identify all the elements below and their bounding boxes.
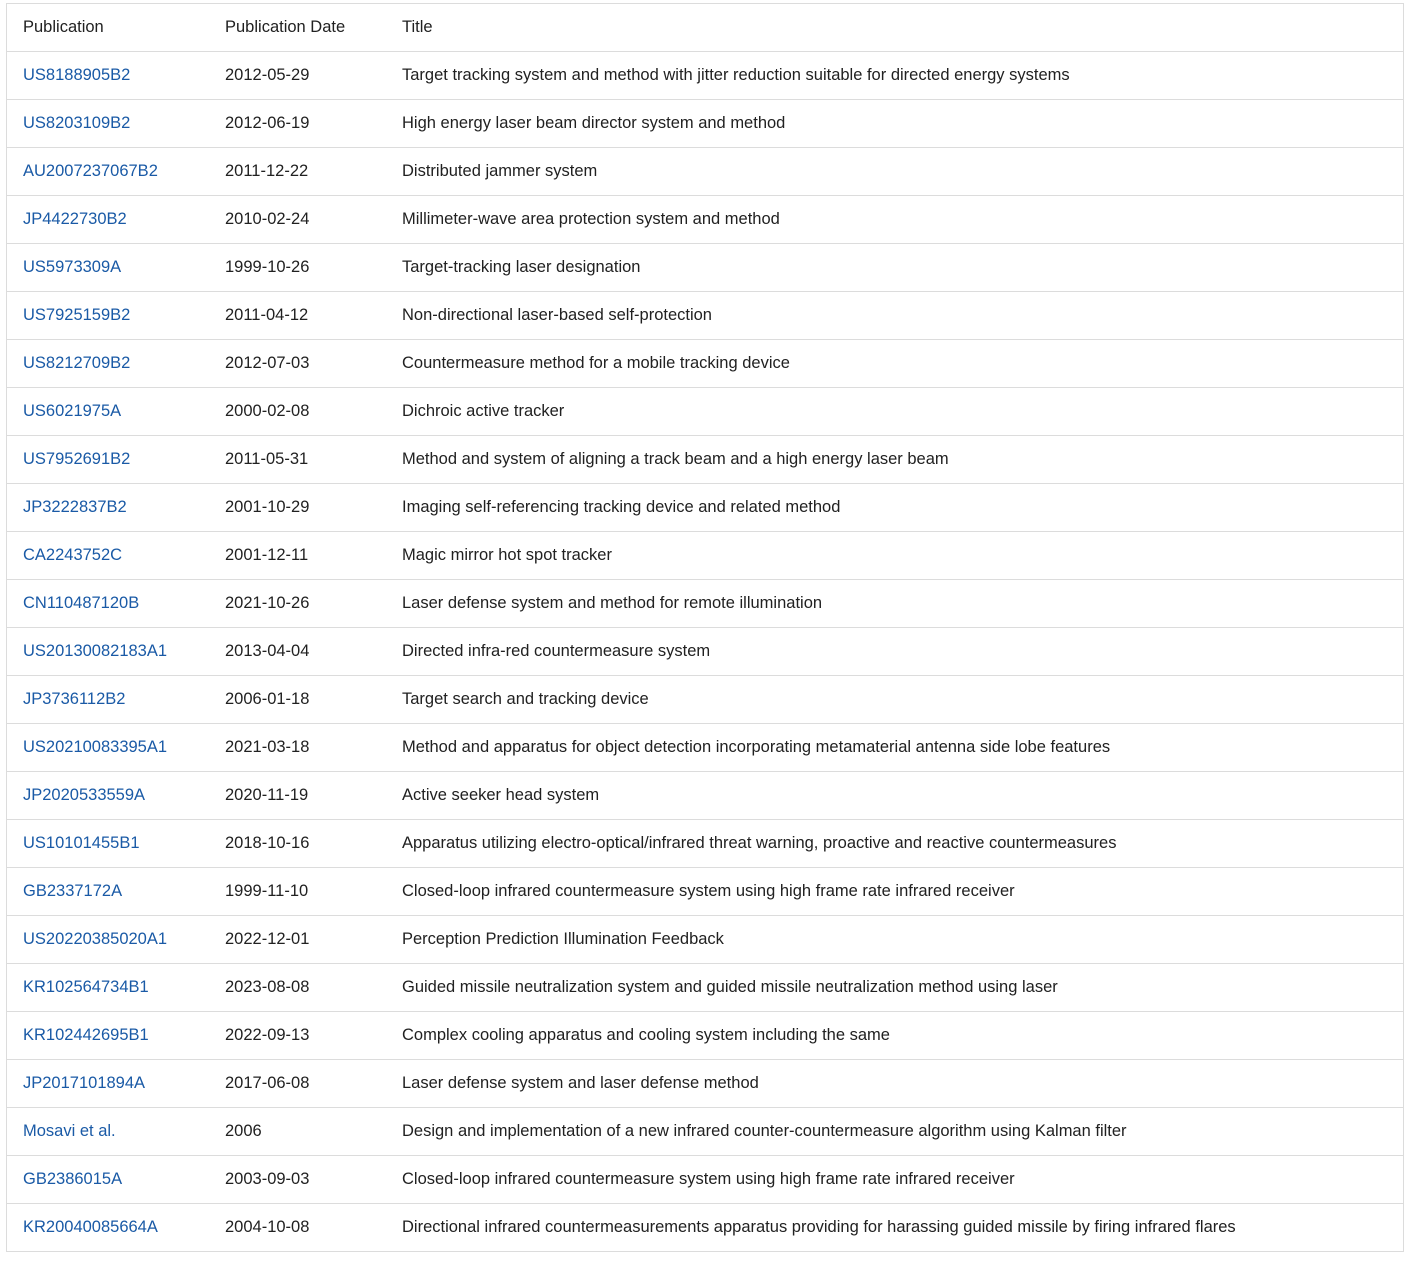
publication-date-cell: 2001-10-29: [225, 498, 310, 516]
publication-link[interactable]: US8203109B2: [23, 114, 131, 132]
publication-date-cell: 1999-11-10: [225, 882, 309, 900]
table-row: [7, 916, 1403, 964]
title-cell: Apparatus utilizing electro-optical/infrared threat warning, proactive and reactive countermeasures: [402, 834, 1117, 852]
publication-cell: [7, 196, 209, 244]
table-row: [7, 532, 1403, 580]
publication-cell: [7, 964, 209, 1012]
publication-link[interactable]: US7925159B2: [23, 306, 131, 324]
table-row: [7, 628, 1403, 676]
publications-table-container: [6, 3, 1404, 1252]
table-row: [7, 292, 1403, 340]
publications-table: [7, 4, 1403, 1251]
publication-date-cell: 2021-03-18: [225, 738, 310, 756]
publication-date-cell: 2021-10-26: [225, 594, 310, 612]
table-row: [7, 820, 1403, 868]
publication-link[interactable]: JP2020533559A: [23, 786, 146, 804]
publication-cell: [7, 292, 209, 340]
publication-link[interactable]: Mosavi et al.: [23, 1122, 116, 1140]
publication-cell: [7, 532, 209, 580]
title-cell: Magic mirror hot spot tracker: [402, 546, 612, 564]
publication-date-cell: 2022-12-01: [225, 930, 310, 948]
publication-cell: [7, 628, 209, 676]
publication-link[interactable]: KR20040085664A: [23, 1218, 158, 1236]
publication-date-cell: 2023-08-08: [225, 978, 310, 996]
table-row: [7, 340, 1403, 388]
publication-cell: [7, 148, 209, 196]
publication-link[interactable]: KR102442695B1: [23, 1026, 149, 1044]
table-row: [7, 484, 1403, 532]
publication-date-cell: 2001-12-11: [225, 546, 309, 564]
table-row: [7, 724, 1403, 772]
table-row: [7, 1156, 1403, 1204]
publication-cell: [7, 388, 209, 436]
title-cell: Millimeter-wave area protection system and method: [402, 210, 780, 228]
publication-date-cell: 2018-10-16: [225, 834, 310, 852]
table-row: [7, 964, 1403, 1012]
publication-link[interactable]: US8188905B2: [23, 66, 131, 84]
publication-link[interactable]: US10101455B1: [23, 834, 140, 852]
publication-link[interactable]: US20220385020A1: [23, 930, 168, 948]
publication-cell: [7, 100, 209, 148]
table-row: [7, 580, 1403, 628]
publication-link[interactable]: JP3222837B2: [23, 498, 127, 516]
publication-date-cell: 2011-12-22: [225, 162, 309, 180]
title-cell: Complex cooling apparatus and cooling system including the same: [402, 1026, 890, 1044]
table-row: [7, 196, 1403, 244]
publication-date-cell: 2004-10-08: [225, 1218, 310, 1236]
publication-cell: [7, 1060, 209, 1108]
publication-link[interactable]: JP3736112B2: [23, 690, 126, 708]
table-row: [7, 868, 1403, 916]
publication-date-cell: 1999-10-26: [225, 258, 310, 276]
publication-date-cell: 2013-04-04: [225, 642, 310, 660]
publication-date-cell: 2011-04-12: [225, 306, 309, 324]
table-row: [7, 676, 1403, 724]
publication-cell: [7, 52, 209, 100]
title-cell: Design and implementation of a new infrared counter-countermeasure algorithm using Kalman filter: [402, 1122, 1127, 1140]
column-header-publication-date: Publication Date: [225, 18, 346, 36]
table-row: [7, 244, 1403, 292]
table-row: [7, 1204, 1403, 1252]
publication-cell: [7, 724, 209, 772]
table-row: [7, 388, 1403, 436]
publication-cell: [7, 1204, 209, 1252]
publication-cell: [7, 916, 209, 964]
title-cell: Method and apparatus for object detection incorporating metamaterial antenna side lobe features: [402, 738, 1111, 756]
publication-link[interactable]: KR102564734B1: [23, 978, 149, 996]
publication-date-cell: 2006: [225, 1122, 262, 1140]
title-cell: Laser defense system and method for remote illumination: [402, 594, 823, 612]
column-header-publication: Publication: [23, 18, 104, 36]
title-cell: Target-tracking laser designation: [402, 258, 641, 276]
table-row: [7, 100, 1403, 148]
publication-link[interactable]: CA2243752C: [23, 546, 123, 564]
publication-date-cell: 2012-06-19: [225, 114, 310, 132]
table-header-row: [7, 4, 1403, 52]
publication-date-cell: 2000-02-08: [225, 402, 310, 420]
publication-link[interactable]: AU2007237067B2: [23, 162, 158, 180]
publication-link[interactable]: US20210083395A1: [23, 738, 168, 756]
publication-date-cell: 2012-07-03: [225, 354, 310, 372]
publication-date-cell: 2011-05-31: [225, 450, 309, 468]
publication-link[interactable]: US7952691B2: [23, 450, 131, 468]
publication-cell: [7, 868, 209, 916]
title-cell: Non-directional laser-based self-protection: [402, 306, 712, 324]
publication-date-cell: 2017-06-08: [225, 1074, 310, 1092]
publication-link[interactable]: CN110487120B: [23, 594, 140, 612]
publication-cell: [7, 244, 209, 292]
publication-cell: [7, 676, 209, 724]
title-cell: Directional infrared countermeasurements apparatus providing for harassing guided missile by firing infrared flares: [402, 1218, 1236, 1236]
publication-cell: [7, 580, 209, 628]
publication-date-cell: 2020-11-19: [225, 786, 309, 804]
title-cell: Active seeker head system: [402, 786, 600, 804]
table-row: [7, 772, 1403, 820]
title-cell: Perception Prediction Illumination Feedback: [402, 930, 724, 948]
publication-link[interactable]: JP4422730B2: [23, 210, 127, 228]
table-row: [7, 1012, 1403, 1060]
publication-date-cell: 2003-09-03: [225, 1170, 310, 1188]
publication-link[interactable]: GB2386015A: [23, 1170, 123, 1188]
publication-cell: [7, 772, 209, 820]
publication-link[interactable]: US5973309A: [23, 258, 122, 276]
publication-link[interactable]: US8212709B2: [23, 354, 131, 372]
title-cell: Laser defense system and laser defense method: [402, 1074, 759, 1092]
publication-link[interactable]: US6021975A: [23, 402, 122, 420]
publication-date-cell: 2010-02-24: [225, 210, 310, 228]
publication-cell: [7, 820, 209, 868]
publication-date-cell: 2012-05-29: [225, 66, 310, 84]
title-cell: Distributed jammer system: [402, 162, 598, 180]
table-row: [7, 1060, 1403, 1108]
publication-link[interactable]: US20130082183A1: [23, 642, 168, 660]
title-cell: Method and system of aligning a track beam and a high energy laser beam: [402, 450, 949, 468]
publication-date-cell: 2006-01-18: [225, 690, 310, 708]
publication-cell: [7, 1156, 209, 1204]
title-cell: High energy laser beam director system and method: [402, 114, 786, 132]
table-row: [7, 148, 1403, 196]
publication-link[interactable]: JP2017101894A: [23, 1074, 146, 1092]
title-cell: Closed-loop infrared countermeasure system using high frame rate infrared receiver: [402, 882, 1015, 900]
publication-cell: [7, 484, 209, 532]
column-header-title: Title: [402, 18, 433, 36]
publication-link[interactable]: GB2337172A: [23, 882, 123, 900]
publication-cell: [7, 1108, 209, 1156]
title-cell: Guided missile neutralization system and guided missile neutralization method using laser: [402, 978, 1058, 996]
title-cell: Directed infra-red countermeasure system: [402, 642, 711, 660]
title-cell: Countermeasure method for a mobile tracking device: [402, 354, 790, 372]
title-cell: Target search and tracking device: [402, 690, 649, 708]
title-cell: Imaging self-referencing tracking device and related method: [402, 498, 841, 516]
publication-cell: [7, 436, 209, 484]
table-row: [7, 1108, 1403, 1156]
publication-cell: [7, 340, 209, 388]
table-row: [7, 436, 1403, 484]
title-cell: Target tracking system and method with jitter reduction suitable for directed energy systems: [402, 66, 1070, 84]
title-cell: Dichroic active tracker: [402, 402, 565, 420]
title-cell: Closed-loop infrared countermeasure system using high frame rate infrared receiver: [402, 1170, 1015, 1188]
table-body: [7, 52, 1403, 1252]
publication-date-cell: 2022-09-13: [225, 1026, 310, 1044]
table-row: [7, 52, 1403, 100]
publication-cell: [7, 1012, 209, 1060]
